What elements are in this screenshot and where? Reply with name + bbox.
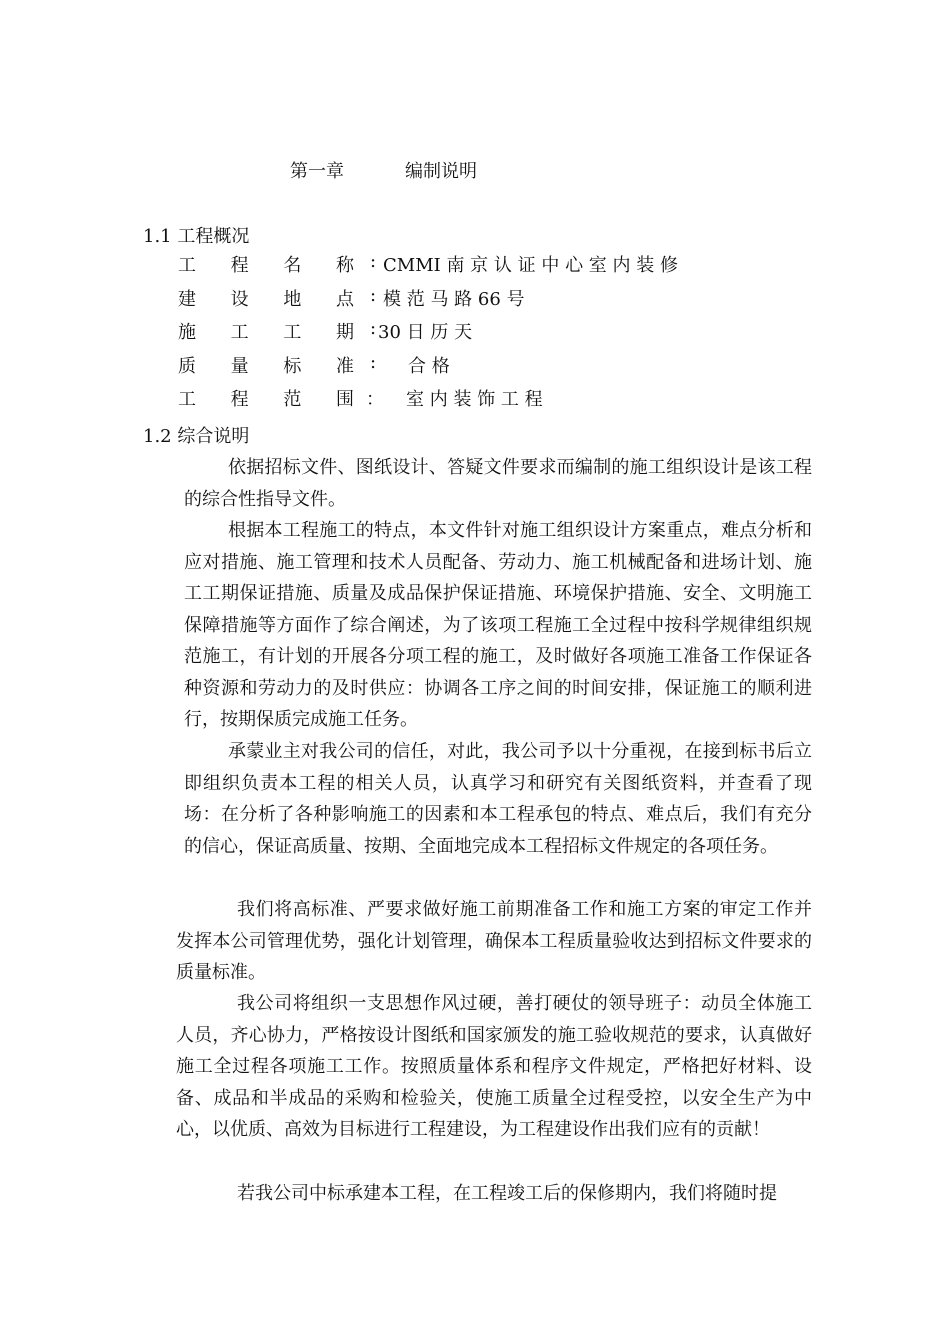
paragraph: 我们将高标准、严要求做好施工前期准备工作和施工方案的审定工作并发挥本公司管理优势，强化计划管理，确保本工程质量验收达到招标文件要求的质量标准。 (176, 899, 812, 983)
row-value: CMMI 南 京 认 证 中 心 室 内 装 修 (383, 255, 678, 276)
row-colon: : (370, 251, 377, 272)
row-value: 模 范 马 路 66 号 (383, 289, 525, 310)
row-label: 施 工 工 期 (178, 322, 354, 343)
row-label: 工 程 范 围 (178, 389, 354, 410)
row-value: 30 日 历 天 (378, 322, 473, 343)
paragraph: 若我公司中标承建本工程，在工程竣工后的保修期内，我们将随时提 (237, 1183, 777, 1204)
chapter-title: 编制说明 (405, 161, 477, 182)
row-value: 合 格 (408, 356, 450, 377)
section-heading-overview: 1.1 工程概况 (143, 226, 250, 247)
row-colon: : (370, 318, 377, 339)
row-label: 建 设 地 点 (178, 289, 354, 310)
row-colon: : (370, 285, 377, 306)
row-colon: : (370, 352, 377, 373)
paragraph: 我公司将组织一支思想作风过硬，善打硬仗的领导班子：动员全体施工人员，齐心协力，严格按设计图纸和国家颁发的施工验收规范的要求，认真做好施工全过程各项施工工作。按照质量体系和程序文件规定，严格把好材料、设备、成品和半成品的采购和检验关，使施工质量全过程受控，以安全生产为中心，以优质、高效为目标进行工程建设，为工程建设作出我们应有的贡献！ (176, 993, 812, 1140)
row-label: 工 程 名 称 (178, 255, 354, 276)
row-value: 室 内 装 饰 工 程 (406, 389, 543, 410)
paragraph: 承蒙业主对我公司的信任，对此，我公司予以十分重视，在接到标书后立即组织负责本工程的相关人员，认真学习和研究有关图纸资料，并查看了现场：在分析了各种影响施工的因素和本工程承包的特点、难点后，我们有充分的信心，保证高质量、按期、全面地完成本工程招标文件规定的各项任务。 (184, 741, 812, 857)
row-label: 质 量 标 准 (178, 356, 354, 377)
chapter-number: 第一章 (290, 161, 344, 182)
paragraph: 根据本工程施工的特点，本文件针对施工组织设计方案重点，难点分析和应对措施、施工管理和技术人员配备、劳动力、施工机械配备和进场计划、施工工期保证措施、质量及成品保护保证措施、环境保护措施、安全、文明施工保障措施等方面作了综合阐述，为了该项工程施工全过程中按科学规律组织规范施工，有计划的开展各分项工程的施工，及时做好各项施工准备工作保证各种资源和劳动力的及时供应：协调各工序之间的时间安排，保证施工的顺利进行，按期保质完成施工任务。 (184, 520, 812, 730)
row-colon: ： (366, 389, 384, 410)
paragraph: 依据招标文件、图纸设计、答疑文件要求而编制的施工组织设计是该工程的综合性指导文件。 (184, 457, 812, 510)
section-heading-summary: 1.2 综合说明 (143, 426, 250, 447)
